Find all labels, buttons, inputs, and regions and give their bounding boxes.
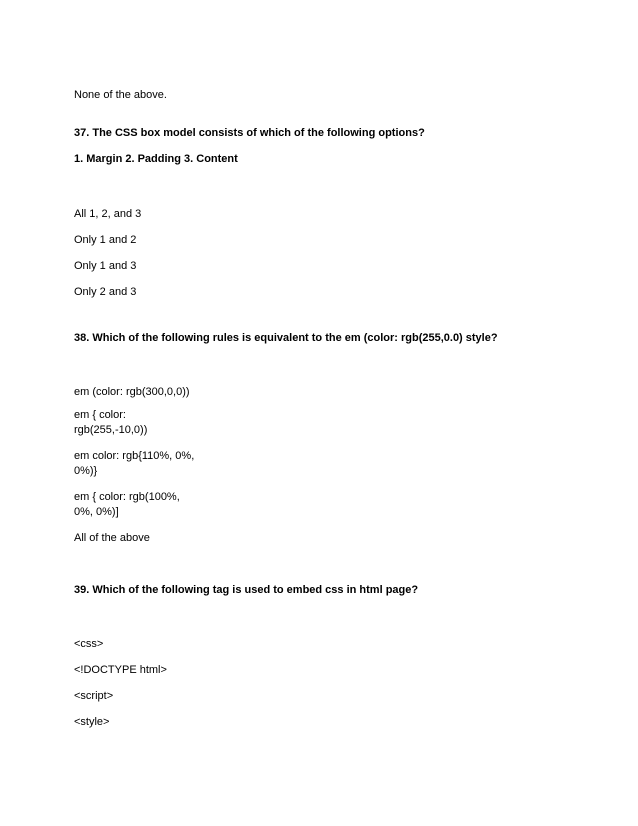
q39-option-4: <style>	[74, 716, 110, 728]
q38-option-2-line-2: rgb(255,-10,0))	[74, 424, 148, 436]
q38-option-5: All of the above	[74, 532, 150, 544]
q39-option-3: <script>	[74, 690, 114, 702]
q36-option-none: None of the above.	[74, 89, 167, 101]
q37-subline: 1. Margin 2. Padding 3. Content	[74, 153, 238, 165]
q37-option-1: All 1, 2, and 3	[74, 208, 142, 220]
q38-option-1-line-1: em (color: rgb(300,0,0))	[74, 386, 190, 398]
q39-question: 39. Which of the following tag is used to embed css in html page?	[74, 584, 419, 596]
q38-option-2-line-1: em { color:	[74, 409, 126, 421]
q37-option-3: Only 1 and 3	[74, 260, 137, 272]
q37-option-4: Only 2 and 3	[74, 286, 137, 298]
q39-option-2: <!DOCTYPE html>	[74, 664, 167, 676]
q39-option-1: <css>	[74, 638, 104, 650]
q37-option-2: Only 1 and 2	[74, 234, 137, 246]
q38-option-4-line-1: em { color: rgb(100%,	[74, 491, 180, 503]
q38-option-3-line-2: 0%)}	[74, 465, 98, 477]
q37-question: 37. The CSS box model consists of which of the following options?	[74, 127, 425, 139]
q38-question: 38. Which of the following rules is equivalent to the em (color: rgb(255,0.0) style?	[74, 332, 498, 344]
q38-option-4-line-2: 0%, 0%)]	[74, 506, 119, 518]
q38-option-3-line-1: em color: rgb{110%, 0%,	[74, 450, 195, 462]
